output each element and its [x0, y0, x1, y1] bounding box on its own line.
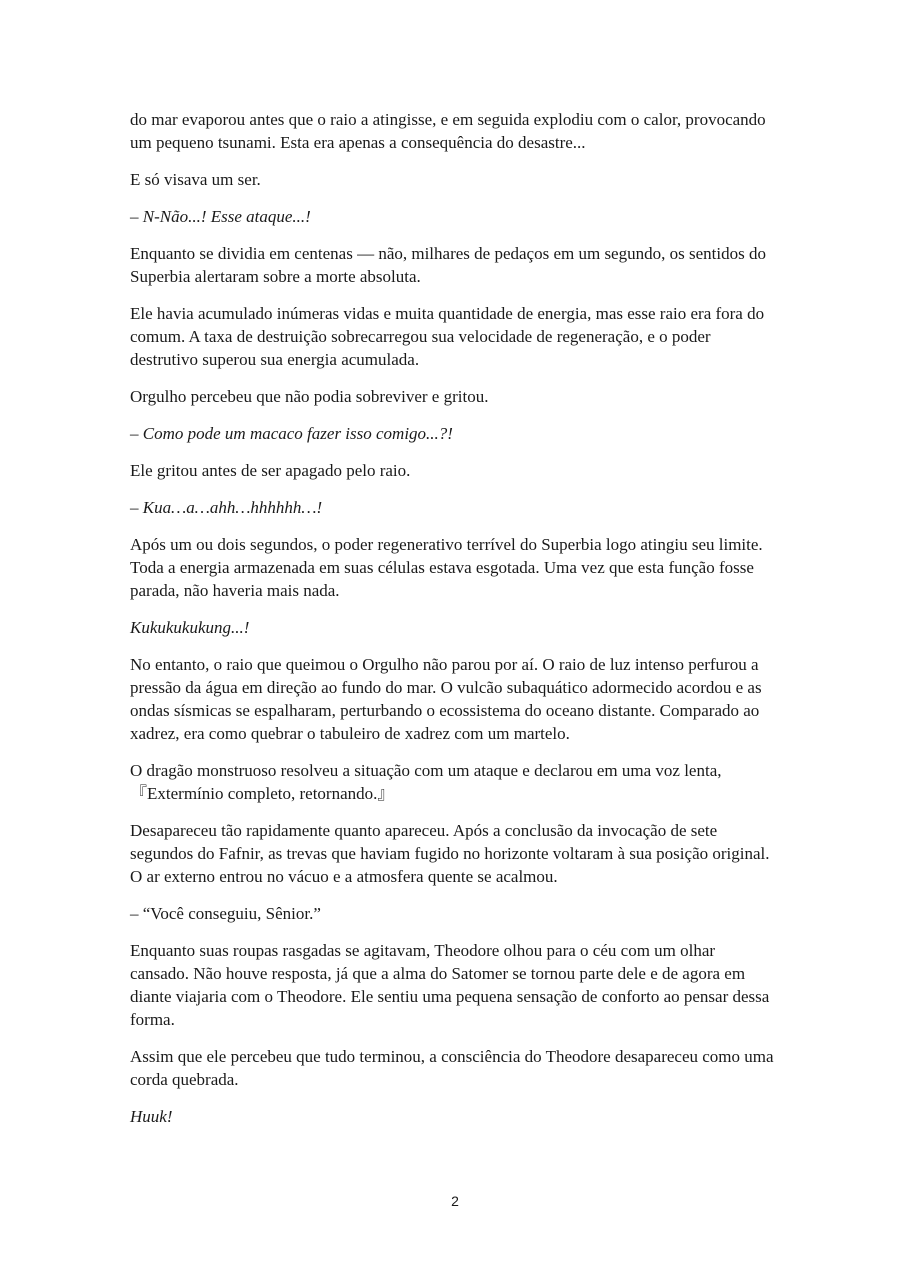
paragraph: E só visava um ser. [130, 170, 261, 189]
page-body-text [130, 108, 778, 1142]
paragraph: No entanto, o raio que queimou o Orgulho não parou por aí. O raio de luz intenso perfurou a pressão da água em direção ao fundo do mar. O vulcão subaquático adormecido acordou e as ondas sísmicas se espalharam, perturbando o ecossistema do oceano distante. Comparado ao xadrez, era como quebrar o tabuleiro de xadrez com um martelo. [130, 655, 762, 743]
paragraph: – “Você conseguiu, Sênior.” [130, 904, 321, 923]
paragraph: Enquanto se dividia em centenas — não, milhares de pedaços em um segundo, os sentidos do Superbia alertaram sobre a morte absoluta. [130, 244, 766, 286]
paragraph: Desapareceu tão rapidamente quanto apareceu. Após a conclusão da invocação de sete segundos do Fafnir, as trevas que haviam fugido no horizonte voltaram à sua posição original. O ar externo entrou no vácuo e a atmosfera quente se acalmou. [130, 821, 770, 886]
paragraph: – N-Não...! Esse ataque...! [130, 207, 311, 226]
paragraph: Assim que ele percebeu que tudo terminou, a consciência do Theodore desapareceu como uma corda quebrada. [130, 1047, 774, 1089]
paragraph: Após um ou dois segundos, o poder regenerativo terrível do Superbia logo atingiu seu limite. Toda a energia armazenada em suas células estava esgotada. Uma vez que esta função fosse parada, não haveria mais nada. [130, 535, 763, 600]
paragraph: Ele gritou antes de ser apagado pelo raio. [130, 461, 411, 480]
paragraph: Orgulho percebeu que não podia sobreviver e gritou. [130, 387, 489, 406]
paragraph: – Como pode um macaco fazer isso comigo...?! [130, 424, 453, 443]
paragraph: Ele havia acumulado inúmeras vidas e muita quantidade de energia, mas esse raio era fora do comum. A taxa de destruição sobrecarregou sua velocidade de regeneração, e o poder destrutivo superou sua energia acumulada. [130, 304, 765, 369]
page-number: 2 [451, 1193, 459, 1209]
paragraph: Enquanto suas roupas rasgadas se agitavam, Theodore olhou para o céu com um olhar cansado. Não houve resposta, já que a alma do Satomer se tornou parte dele e de agora em diante viajaria com o Theodore. Ele sentiu uma pequena sensação de conforto ao pensar dessa forma. [130, 941, 770, 1029]
paragraph: O dragão monstruoso resolveu a situação com um ataque e declarou em uma voz lenta, 『Extermínio completo, retornando.』 [130, 761, 722, 803]
paragraph: Huuk! [130, 1107, 173, 1126]
paragraph: – Kua…a…ahh…hhhhhh…! [130, 498, 323, 517]
paragraph: do mar evaporou antes que o raio a atingisse, e em seguida explodiu com o calor, provocando um pequeno tsunami. Esta era apenas a consequência do desastre... [130, 110, 766, 152]
paragraph: Kukukukukung...! [130, 618, 250, 637]
